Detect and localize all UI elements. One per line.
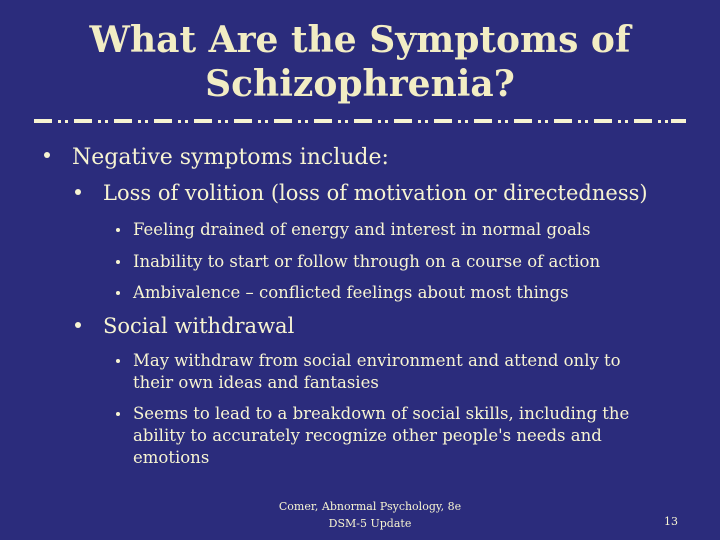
sub-bullet-social-withdrawal — [103, 314, 294, 338]
list-item — [133, 282, 569, 304]
list-item-text: Seems to lead to a breakdown of social skills, including the ability to accurately recognize other people's needs and emotions — [133, 404, 630, 467]
bullet-dot-icon — [75, 322, 81, 328]
list-item — [133, 251, 600, 273]
bullet-text: Negative symptoms include: — [72, 145, 389, 170]
bullet-dot-icon — [75, 189, 81, 195]
title-divider — [34, 118, 686, 124]
bullet-dot-icon — [116, 228, 120, 232]
list-item — [133, 403, 663, 469]
list-item — [133, 219, 591, 241]
footer-edition: DSM-5 Update — [328, 517, 412, 530]
bullet-negative-symptoms — [72, 145, 389, 170]
page-number: 13 — [664, 515, 678, 528]
footer-citation: Comer, Abnormal Psychology, 8e — [278, 500, 462, 513]
bullet-dot-icon — [116, 412, 120, 416]
list-item-text: Feeling drained of energy and interest in normal goals — [133, 220, 591, 239]
bullet-dot-icon — [116, 291, 120, 295]
slide-footer — [240, 498, 500, 532]
sub-bullet-text: Loss of volition (loss of motivation or directedness) — [103, 181, 648, 205]
list-item-text: Ambivalence – conflicted feelings about most things — [133, 283, 569, 302]
bullet-dot-icon — [116, 359, 120, 363]
list-item-text: May withdraw from social environment and attend only to their own ideas and fantasies — [133, 351, 621, 392]
bullet-dot-icon — [44, 152, 50, 158]
bullet-dot-icon — [116, 260, 120, 264]
sub-bullet-loss-of-volition — [103, 181, 648, 205]
list-item — [133, 350, 653, 394]
sub-bullet-text: Social withdrawal — [103, 314, 295, 338]
list-item-text: Inability to start or follow through on a course of action — [133, 252, 601, 271]
slide-title: What Are the Symptoms of Schizophrenia? — [89, 19, 631, 105]
